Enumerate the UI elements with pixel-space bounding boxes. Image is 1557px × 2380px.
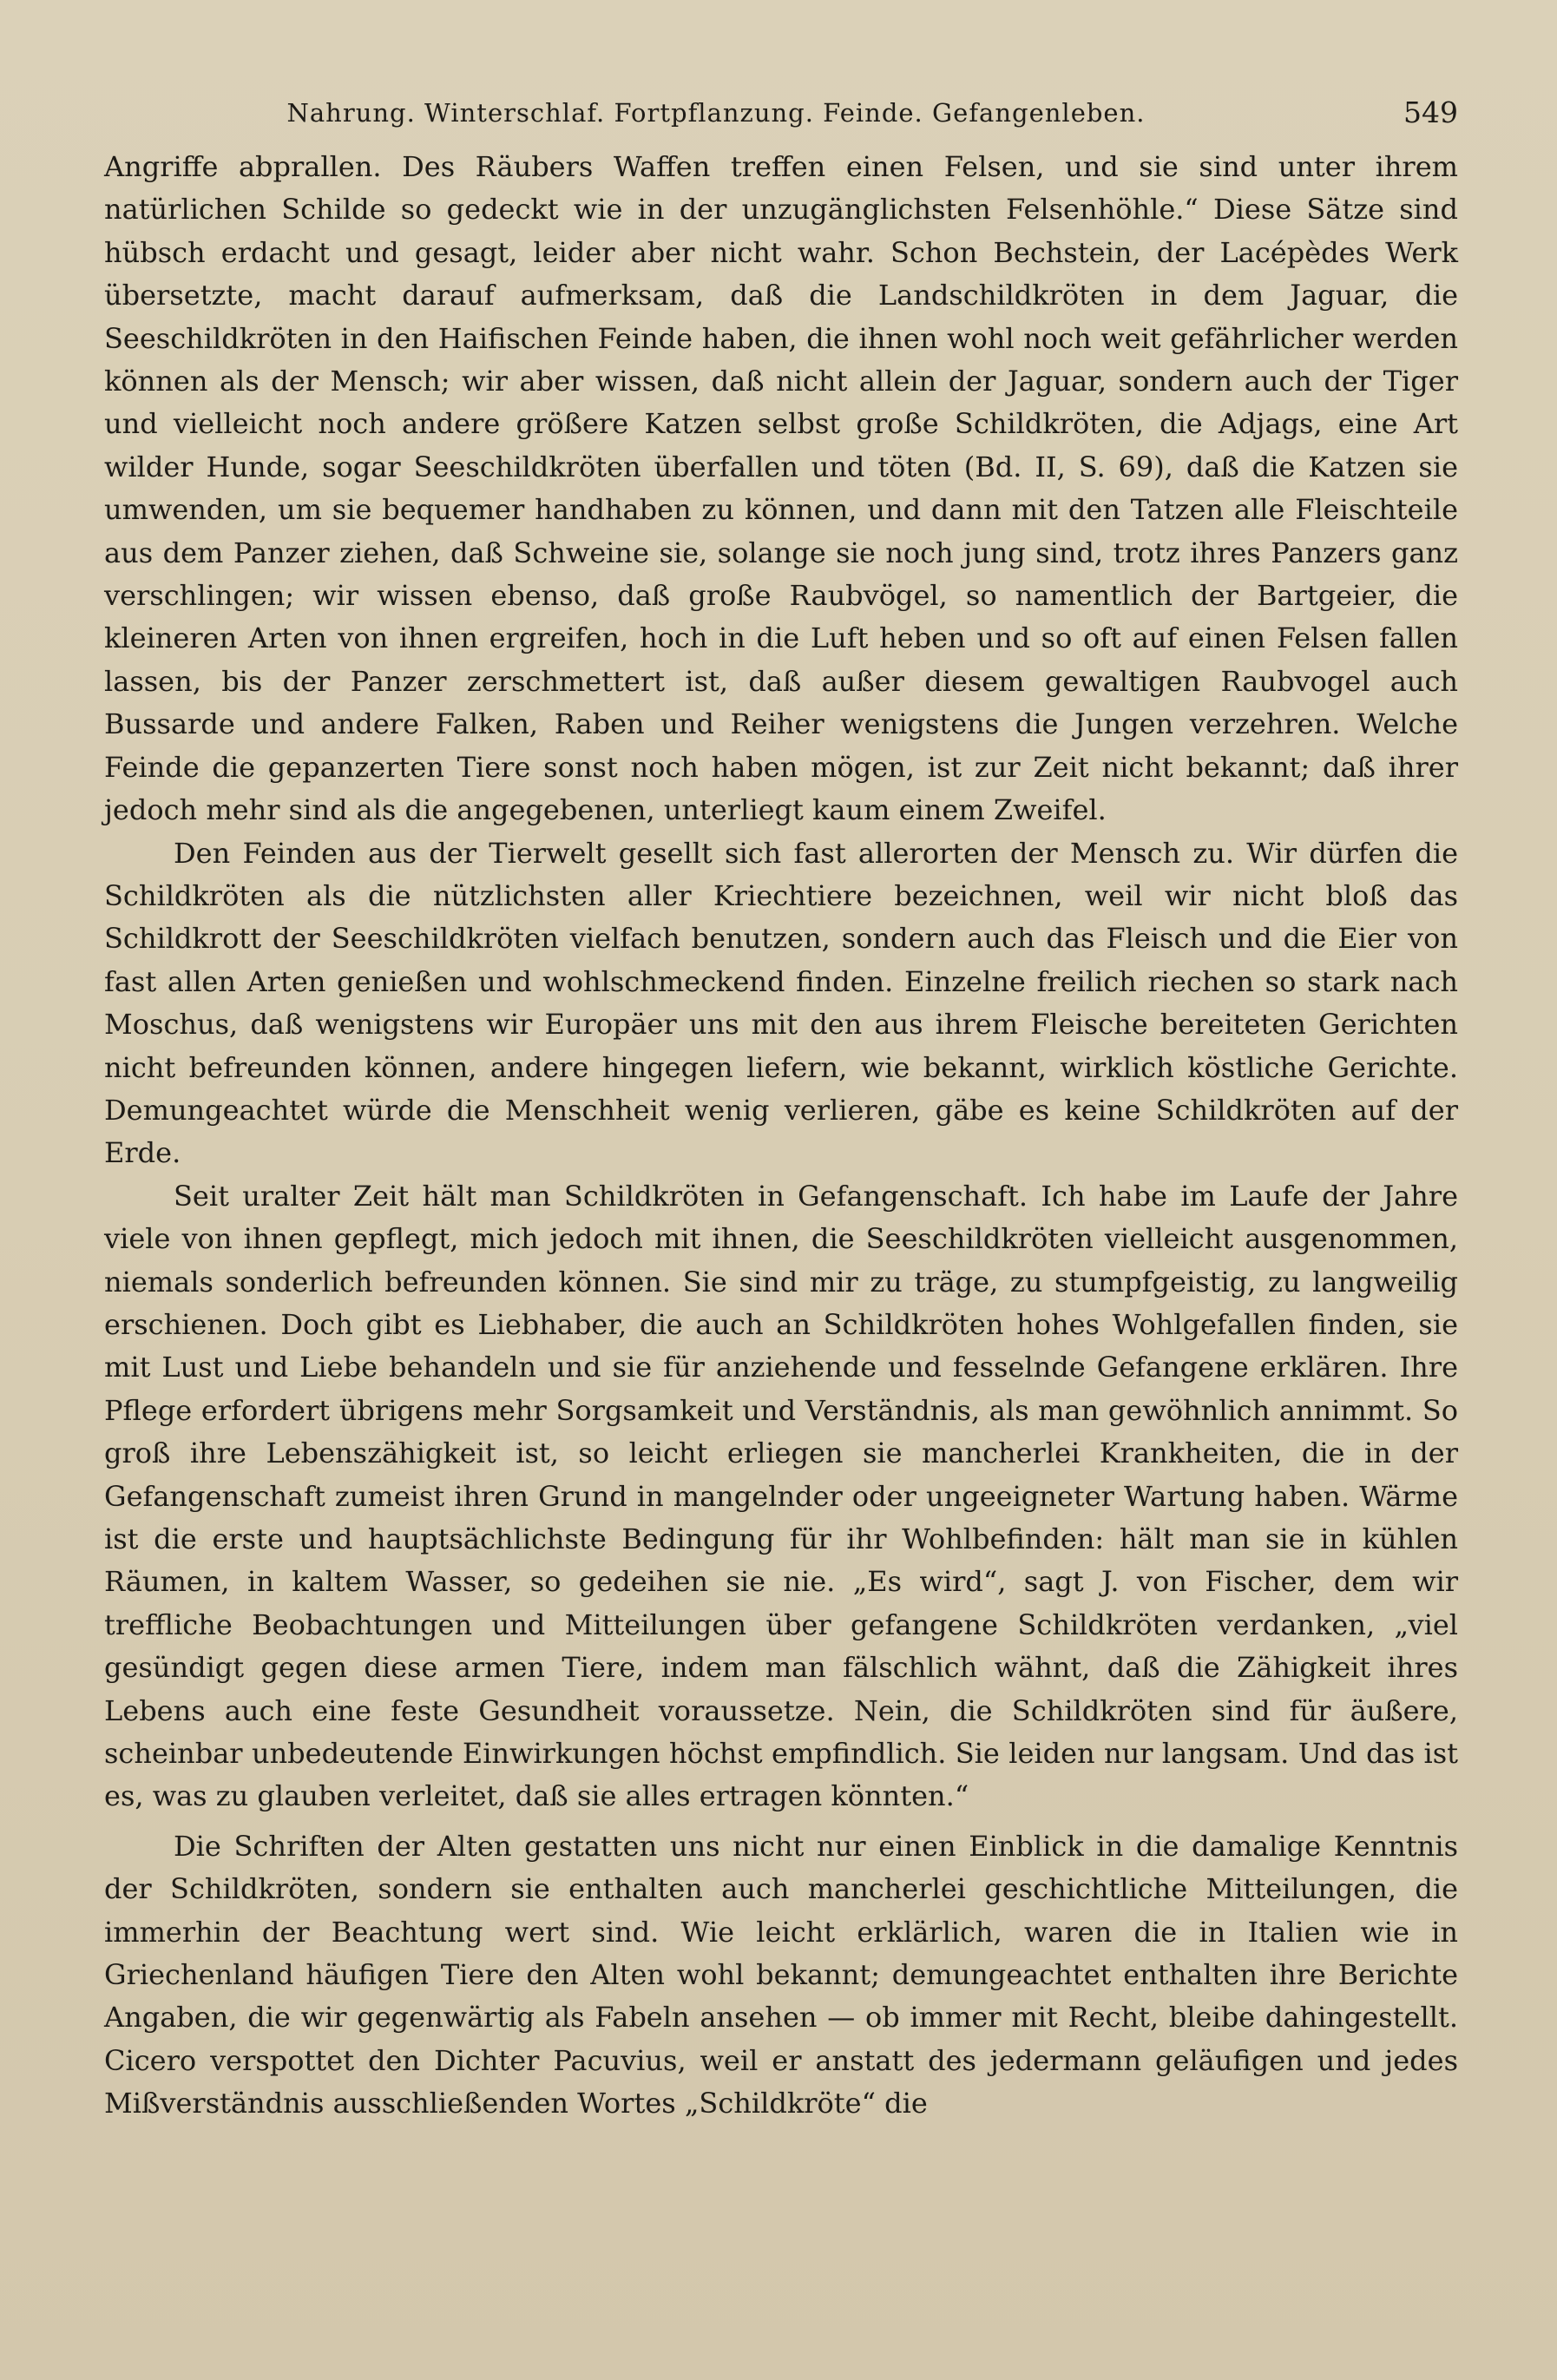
paragraph-enemies-humans: Den Feinden aus der Tierwelt gesellt sich fast allerorten der Mensch zu. Wir dürfen die Schildkröten als die nützlichsten aller Kriechtiere bezeichnen, weil wir nicht bloß das Schildkrott der Seeschildkröten vielfach benutzen, sondern auch das Fleisch und die Eier von fast allen Arten genießen und wohlschmeckend finden. Einzelne freilich riechen so stark nach Moschus, daß wenigstens wir Europäer uns mit den aus ihrem Fleische bereiteten Gerichten nicht befreunden können, andere hingegen liefern, wie bekannt, wirklich köstliche Gerichte. Demungeachtet würde die Menschheit wenig verlieren, gäbe es keine Schildkröten auf der Erde.	[104, 836, 1458, 1170]
page-number: 549	[1403, 95, 1458, 129]
page-header	[104, 87, 1458, 139]
paragraph-ancients: Die Schriften der Alten gestatten uns nicht nur einen Einblick in die damalige Kenntnis der Schildkröten, sondern sie enthalten auch mancherlei geschichtliche Mitteilungen, die immerhin der Beachtung wert sind. Wie leicht erklärlich, waren die in Italien wie in Griechenland häufigen Tiere den Alten wohl bekannt; demungeachtet enthalten ihre Berichte Angaben, die wir gegenwärtig als Fabeln ansehen — ob immer mit Recht, bleibe dahingestellt. Cicero verspottet den Dichter Pacuvius, weil er anstatt des jedermann geläufigen und jedes Mißverständnis ausschließenden Wortes „Schildkröte“ die	[104, 1829, 1458, 2120]
body-text	[104, 146, 1458, 2126]
paragraph-continued: Angriffe abprallen. Des Räubers Waffen treffen einen Felsen, und sie sind unter ihrem natürlichen Schilde so gedeckt wie in der unzugänglichsten Felsenhöhle.“ Diese Sätze sind hübsch erdacht und gesagt, leider aber nicht wahr. Schon Bechstein, der Lacépèdes Werk übersetzte, macht darauf aufmerksam, daß die Landschildkröten in dem Jaguar, die Seeschildkröten in den Haifischen Feinde haben, die ihnen wohl noch weit gefährlicher werden können als der Mensch; wir aber wissen, daß nicht allein der Jaguar, sondern auch der Tiger und vielleicht noch andere größere Katzen selbst große Schildkröten, die Adjags, eine Art wilder Hunde, sogar Seeschildkröten überfallen und töten (Bd. II, S. 69), daß die Katzen sie umwenden, um sie bequemer handhaben zu können, und dann mit den Tatzen alle Fleischteile aus dem Panzer ziehen, daß Schweine sie, solange sie noch jung sind, trotz ihres Panzers ganz verschlingen; wir wissen ebenso, daß große Raubvögel, so namentlich der Bartgeier, die kleineren Arten von ihnen ergreifen, hoch in die Luft heben und so oft auf einen Felsen fallen lassen, bis der Panzer zerschmettert ist, daß außer diesem gewaltigen Raubvogel auch Bussarde und andere Falken, Raben und Reiher wenigstens die Jungen verzehren. Welche Feinde die gepanzerten Tiere sonst noch haben mögen, ist zur Zeit nicht bekannt; daß ihrer jedoch mehr sind als die angegebenen, unterliegt kaum einem Zweifel.	[104, 150, 1458, 827]
running-head: Nahrung. Winterschlaf. Fortpflanzung. Feinde. Gefangenleben.	[286, 98, 1146, 128]
paragraph-captivity: Seit uralter Zeit hält man Schildkröten in Gefangenschaft. Ich habe im Laufe der Jahre viele von ihnen gepflegt, mich jedoch mit ihnen, die Seeschildkröten vielleicht ausgenommen, niemals sonderlich befreunden können. Sie sind mir zu träge, zu stumpfgeistig, zu langweilig erschienen. Doch gibt es Liebhaber, die auch an Schildkröten hohes Wohlgefallen finden, sie mit Lust und Liebe behandeln und sie für anziehende und fesselnde Gefangene erklären. Ihre Pflege erfordert übrigens mehr Sorgsamkeit und Verständnis, als man gewöhnlich annimmt. So groß ihre Lebenszähigkeit ist, so leicht erliegen sie mancherlei Krankheiten, die in der Gefangenschaft zumeist ihren Grund in mangelnder oder ungeeigneter Wartung haben. Wärme ist die erste und hauptsächlichste Bedingung für ihr Wohlbefinden: hält man sie in kühlen Räumen, in kaltem Wasser, so gedeihen sie nie. „Es wird“, sagt J. von Fischer, dem wir treffliche Beobachtungen und Mitteilungen über gefangene Schildkröten verdanken, „viel gesündigt gegen diese armen Tiere, indem man fälschlich wähnt, daß die Zähigkeit ihres Lebens auch eine feste Gesundheit voraussetze. Nein, die Schildkröten sind für äußere, scheinbar unbedeutende Einwirkungen höchst empfindlich. Sie leiden nur langsam. Und das ist es, was zu glauben verleitet, daß sie alles ertragen könnten.“	[104, 1179, 1458, 1813]
